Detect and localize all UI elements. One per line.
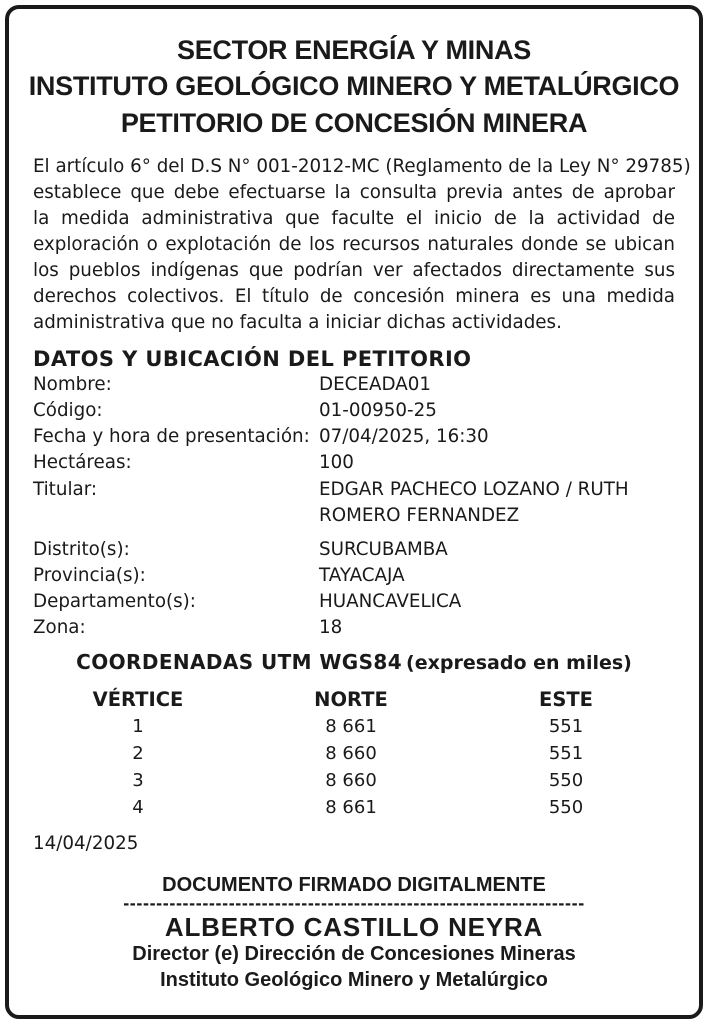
digital-signature-note: DOCUMENTO FIRMADO DIGITALMENTE	[162, 874, 546, 896]
header-sector: SECTOR ENERGÍA Y MINAS	[177, 35, 531, 65]
cell-vertice: 2	[132, 743, 144, 764]
field-label: Distrito(s):	[33, 539, 130, 560]
header-title: PETITORIO DE CONCESIÓN MINERA	[120, 108, 588, 138]
cell-norte: 8 660	[325, 743, 377, 764]
cell-vertice: 3	[132, 770, 144, 791]
field-label: Código:	[33, 400, 103, 421]
coords-title-bold: COORDENADAS UTM WGS84	[76, 650, 403, 674]
field-label: Fecha y hora de presentación:	[33, 426, 310, 447]
cell-norte: 8 661	[325, 797, 377, 818]
field-label: Zona:	[33, 617, 86, 638]
field-value: 01-00950-25	[319, 400, 437, 421]
intro-line: exploración o explotación de los recursos naturales donde se ubican	[33, 234, 675, 255]
cell-este: 550	[548, 770, 584, 791]
cell-este: 551	[548, 743, 584, 764]
field-label: Hectáreas:	[33, 452, 132, 473]
cell-este: 551	[548, 716, 584, 737]
field-value: 100	[319, 452, 354, 473]
intro-line: la medida administrativa que faculte el inicio de la actividad de	[33, 208, 675, 229]
coords-title-rest: (expresado en miles)	[406, 652, 632, 674]
signer-role: Director (e) Dirección de Concesiones Mineras	[132, 943, 576, 965]
field-value: SURCUBAMBA	[319, 539, 448, 560]
datos-section-title: DATOS Y UBICACIÓN DEL PETITORIO	[33, 347, 472, 371]
header-institute: INSTITUTO GEOLÓGICO MINERO Y METALÚRGICO	[28, 71, 680, 101]
intro-line: El artículo 6° del D.S N° 001-2012-MC (Reglamento de la Ley N° 29785)	[33, 156, 691, 177]
signature-line: ----------------------------------------------------------------------	[123, 893, 585, 913]
field-label: Departamento(s):	[33, 591, 196, 612]
cell-este: 550	[548, 797, 584, 818]
intro-line: derechos colectivos. El título de concesión minera es una medida	[33, 286, 675, 307]
field-value: TAYACAJA	[319, 565, 405, 586]
field-label: Nombre:	[33, 374, 112, 395]
cell-vertice: 4	[132, 797, 144, 818]
signer-institution: Instituto Geológico Minero y Metalúrgico	[160, 969, 548, 991]
field-value: ROMERO FERNANDEZ	[319, 505, 520, 526]
intro-line: los pueblos indígenas que podrían ver afectados directamente sus	[33, 260, 675, 281]
field-value: HUANCAVELICA	[319, 591, 462, 612]
field-value: DECEADA01	[319, 374, 431, 395]
intro-line: establece que debe efectuarse la consulta previa antes de aprobar	[33, 182, 675, 203]
cell-norte: 8 661	[325, 716, 377, 737]
field-label: Provincia(s):	[33, 565, 146, 586]
field-value: 18	[319, 617, 343, 638]
publication-date: 14/04/2025	[33, 833, 139, 854]
intro-line: administrativa que no faculta a iniciar dichas actividades.	[33, 312, 562, 333]
cell-norte: 8 660	[325, 770, 377, 791]
col-header-norte: NORTE	[314, 688, 388, 711]
signer-name: ALBERTO CASTILLO NEYRA	[164, 912, 544, 942]
field-value: 07/04/2025, 16:30	[319, 426, 489, 447]
field-label: Titular:	[33, 479, 98, 500]
field-value: EDGAR PACHECO LOZANO / RUTH	[319, 479, 629, 500]
col-header-este: ESTE	[539, 688, 593, 711]
coords-section-title	[0, 650, 708, 674]
cell-vertice: 1	[132, 716, 144, 737]
col-header-vertice: VÉRTICE	[92, 688, 184, 711]
